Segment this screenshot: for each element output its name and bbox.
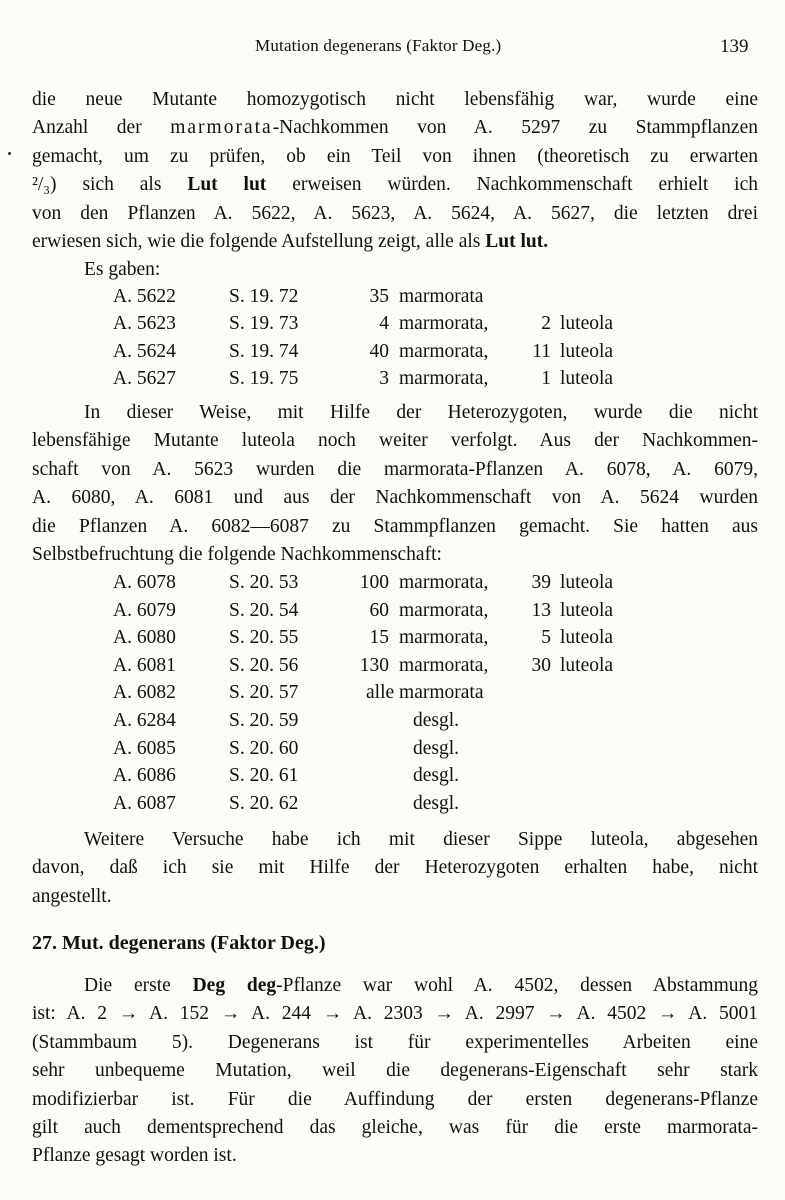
marmorata-label: marmorata, [399, 313, 489, 335]
luteola-label: luteola [560, 572, 614, 593]
text-line: die neue Mutante homozygotisch nicht lebensfähig war, wurde eine [32, 89, 758, 110]
text-line: ²/₃) sich als Lut lut erweisen würden. Nachkommenschaft erhielt ich [32, 174, 758, 196]
text-line: A. 6080, A. 6081 und aus der Nachkommenschaft von A. 5624 wurden [32, 487, 758, 509]
text-line: In dieser Weise, mit Hilfe der Heterozygoten, wurde die nicht [84, 402, 758, 423]
marmorata-count: 4 [379, 313, 389, 335]
marmorata-count: 35 [369, 286, 389, 307]
plant-number: A. 5624 [113, 340, 176, 362]
table-row [0, 738, 785, 766]
luteola-count: 13 [531, 599, 551, 621]
text-line: davon, daß ich sie mit Hilfe der Heterozygoten erhalten habe, nicht [32, 857, 758, 879]
marmorata-count: 60 [369, 599, 389, 621]
marmorata-label: marmorata, [399, 572, 489, 593]
marmorata-label: marmorata, [399, 340, 489, 362]
marmorata-label: marmorata, [399, 654, 489, 676]
text-line: erwiesen sich, wie die folgende Aufstellung zeigt, alle als Lut lut. [32, 231, 549, 253]
section-title: Mut. degenerans (Faktor Deg.) [62, 932, 326, 954]
text-line: schaft von A. 5623 wurden die marmorata-Pflanzen A. 6078, A. 6079, [32, 458, 758, 480]
page-number: 139 [720, 36, 749, 57]
alle-marmorata: alle marmorata [366, 682, 484, 704]
table-row [0, 793, 785, 821]
table-row [0, 572, 785, 600]
plant-number: A. 6086 [113, 765, 176, 787]
text-line: Selbstbefruchtung die folgende Nachkommenschaft: [32, 544, 442, 566]
seed-number: S. 20. 60 [229, 737, 299, 759]
luteola-label: luteola [560, 627, 614, 649]
text-line: Weitere Versuche habe ich mit dieser Sippe luteola, abgesehen [84, 829, 758, 850]
luteola-label: luteola [560, 599, 614, 621]
table-row [0, 341, 785, 369]
luteola-label: luteola [560, 367, 614, 389]
section-number: 27. [32, 932, 57, 954]
table-row [0, 313, 785, 341]
paragraph-4 [32, 972, 758, 1171]
text-line: gilt auch dementsprechend das gleiche, was für die erste marmorata- [32, 1117, 758, 1139]
seed-number: S. 20. 57 [229, 682, 299, 704]
seed-number: S. 19. 73 [229, 313, 299, 335]
marmorata-count: 40 [369, 340, 389, 362]
marmorata-label: marmorata, [399, 599, 489, 621]
plant-number: A. 6284 [113, 710, 176, 731]
text-line: sehr unbequeme Mutation, weil die degenerans-Eigenschaft sehr stark [32, 1060, 758, 1082]
luteola-count: 2 [541, 313, 551, 335]
luteola-count: 30 [531, 654, 551, 676]
seed-number: S. 20. 56 [229, 654, 299, 676]
seed-number: S. 20. 62 [229, 792, 299, 814]
seed-number: S. 20. 61 [229, 765, 299, 787]
plant-number: A. 6082 [113, 682, 176, 704]
luteola-count: 11 [532, 340, 551, 362]
text-line: angestellt. [32, 885, 112, 907]
print-speck [8, 152, 11, 155]
seed-number: S. 19. 72 [229, 286, 299, 307]
plant-number: A. 5623 [113, 313, 176, 335]
plant-number: A. 6085 [113, 737, 176, 759]
marmorata-count: 130 [359, 654, 389, 676]
page-header [0, 36, 785, 62]
table-row [0, 600, 785, 628]
seed-number: S. 19. 74 [229, 340, 299, 362]
luteola-count: 39 [531, 572, 551, 593]
table-row [0, 655, 785, 683]
text-line: von den Pflanzen A. 5622, A. 5623, A. 5624, A. 5627, die letzten drei [32, 202, 758, 224]
text-line: Pflanze gesagt worden ist. [32, 1145, 237, 1167]
plant-number: A. 6079 [113, 599, 176, 621]
plant-number: A. 6080 [113, 627, 176, 649]
marmorata-count: 15 [369, 627, 389, 649]
text-line: Die erste Deg deg-Pflanze war wohl A. 4502, dessen Abstammung [84, 975, 758, 996]
marmorata-label: marmorata, [399, 367, 489, 389]
desgl-note: desgl. [413, 765, 460, 787]
seed-number: S. 20. 59 [229, 710, 299, 731]
text-line: (Stammbaum 5). Degenerans ist für experimentelles Arbeiten eine [32, 1031, 758, 1053]
table-row [0, 710, 785, 738]
text-line: ist: A. 2 → A. 152 → A. 244 → A. 2303 → A. 2997 → A. 4502 → A. 5001 [32, 1003, 758, 1025]
plant-number: A. 5627 [113, 367, 176, 389]
plant-number: A. 5622 [113, 286, 176, 307]
plant-number: A. 6081 [113, 654, 176, 676]
marmorata-label: marmorata, [399, 627, 489, 649]
section-heading [32, 932, 325, 955]
plant-number: A. 6078 [113, 572, 176, 593]
paragraph-2 [32, 399, 758, 569]
luteola-count: 1 [541, 367, 551, 389]
luteola-label: luteola [560, 313, 614, 335]
table-row [0, 765, 785, 793]
luteola-label: luteola [560, 340, 614, 362]
text-line: lebensfähige Mutante luteola noch weiter verfolgt. Aus der Nachkommen- [32, 430, 758, 452]
desgl-note: desgl. [413, 737, 460, 759]
luteola-count: 5 [541, 627, 551, 649]
luteola-label: luteola [560, 654, 614, 676]
text-line: gemacht, um zu prüfen, ob ein Teil von ihnen (theoretisch zu erwarten [32, 145, 758, 167]
text-line: Anzahl der marmorata-Nachkommen von A. 5297 zu Stammpflanzen [32, 117, 758, 139]
seed-number: S. 20. 55 [229, 627, 299, 649]
marmorata-count: 3 [379, 367, 389, 389]
table-row [0, 627, 785, 655]
paragraph-1 [32, 86, 758, 285]
text-line: Es gaben: [84, 259, 161, 281]
text-line: modifizierbar ist. Für die Auffindung der ersten degenerans-Pflanze [32, 1088, 758, 1110]
marmorata-label: marmorata [399, 286, 484, 307]
paragraph-3 [32, 826, 758, 911]
table-row [0, 368, 785, 396]
seed-number: S. 19. 75 [229, 367, 299, 389]
desgl-note: desgl. [413, 710, 460, 731]
seed-number: S. 20. 54 [229, 599, 299, 621]
desgl-note: desgl. [413, 792, 460, 814]
table-row [0, 682, 785, 710]
running-title: Mutation degenerans (Faktor Deg.) [255, 36, 502, 55]
table-row [0, 286, 785, 314]
text-line: die Pflanzen A. 6082—6087 zu Stammpflanzen gemacht. Sie hatten aus [32, 515, 758, 537]
seed-number: S. 20. 53 [229, 572, 299, 593]
marmorata-count: 100 [359, 572, 389, 593]
plant-number: A. 6087 [113, 792, 176, 814]
